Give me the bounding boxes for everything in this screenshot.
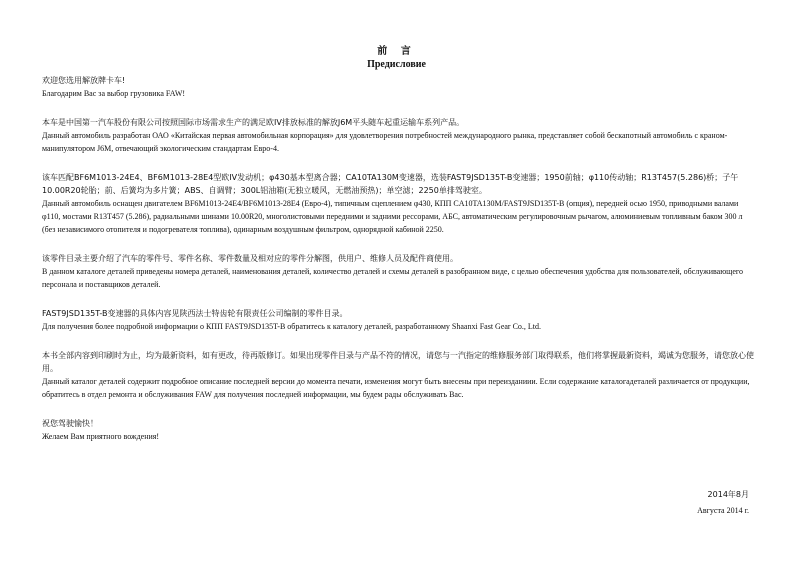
paragraph-greeting	[42, 74, 754, 100]
paragraph-russian: Желаем Вам приятного вождения!	[42, 432, 160, 441]
paragraph-gearbox-reference	[42, 307, 754, 333]
preface-body	[42, 74, 754, 459]
paragraph-revision-notice	[42, 349, 754, 401]
paragraph-russian: Благодарим Вас за выбор грузовика FAW!	[42, 89, 186, 98]
paragraph-russian: Данный каталог деталей содержит подробное описание последней версии до момента печати, изменения могут быть внесены при переизданиии. Если содержание каталогадеталей различается от продукции, обратитесь в отдел ремонта и обслуживания FAW для получения последней информации, мы будем рады обслуживать Вас.	[42, 377, 750, 399]
page-title: 前 言	[377, 46, 416, 57]
paragraph-russian: Для получения более подробной информации о КПП FAST9JSD135T-B обратитесь к каталогу деталей, разработанному Shaanxi Fast Gear Co., Ltd.	[42, 322, 542, 331]
paragraph-russian: Данный автомобиль оснащен двигателем BF6M1013-24E4/BF6M1013-28E4 (Евро-4), типичным сцеплением φ430, КПП CA10TA130M/FAST9JSD135T-B (опция), передней осью 1950, приводными валами φ110, мостами R13T457 (5.286), радиальными шинами 10.00R20, многолистовыми передними и задними рессорами, АБС, автоматическим регулировочным рычагом, алюминиевым топливным баком 300 л (без независимого отопителя и подогревателя топлива), одинарным воздушным фильтром, однорядной кабиной 2250.	[42, 199, 743, 234]
paragraph-specifications	[42, 171, 754, 236]
page-subtitle: Предисловие	[367, 59, 426, 70]
date-chinese: 2014年8月	[707, 490, 749, 499]
paragraph-chinese: FAST9JSD135T-B变速器的具体内容见陕西法士特齿轮有限责任公司编制的零件目录。	[42, 309, 348, 318]
paragraph-closing	[42, 417, 754, 443]
paragraph-chinese: 本书全部内容到印刷时为止，均为最新资料，如有更改，待再版修订。如果出现零件目录与产品不符的情况，请您与一汽指定的维修服务部门取得联系，他们将掌握最新资料，竭诚为您服务，请您放心使用。	[42, 351, 754, 373]
paragraph-vehicle-intro	[42, 116, 754, 155]
paragraph-russian: В данном каталоге деталей приведены номера деталей, наименования деталей, количество деталей и схемы деталей в разобранном виде, с целью обеспечения удобства для пользователей, обслуживающего персонала и поставщиков деталей.	[42, 267, 743, 289]
paragraph-chinese: 该零件目录主要介绍了汽车的零件号、零件名称、零件数量及相对应的零件分解图，供用户、维修人员及配件商使用。	[42, 254, 458, 263]
paragraph-catalog-purpose	[42, 252, 754, 291]
date-russian: Августа 2014 г.	[697, 506, 749, 515]
paragraph-russian: Данный автомобиль разработан ОАО «Китайская первая автомобильная корпорация» для удовлетворения потребностей международного рынка, представляет собой бескапотный автомобиль с краном-манипулятором J6M, отвечающий экологическим стандартам Евро-4.	[42, 131, 728, 153]
paragraph-chinese: 欢迎您选用解放牌卡车!	[42, 76, 126, 85]
paragraph-chinese: 祝您驾驶愉快！	[42, 419, 98, 428]
paragraph-chinese: 该车匹配BF6M1013-24E4、BF6M1013-28E4型欧IV发动机；φ430基本型离合器；CA10TA130M变速器，选装FAST9JSD135T-B变速器；1950前轴；φ110传动轴；R13T457(5.286)桥；子午10.00R20轮胎；前、后簧均为多片簧；ABS、自调臂；300L铝油箱(无独立暖风，无燃油预热)；单空滤；2250单排驾驶室。	[42, 173, 739, 195]
paragraph-chinese: 本车是中国第一汽车股份有限公司按照国际市场需求生产的满足欧IV排放标准的解放J6M平头随车起重运输车系列产品。	[42, 118, 465, 127]
